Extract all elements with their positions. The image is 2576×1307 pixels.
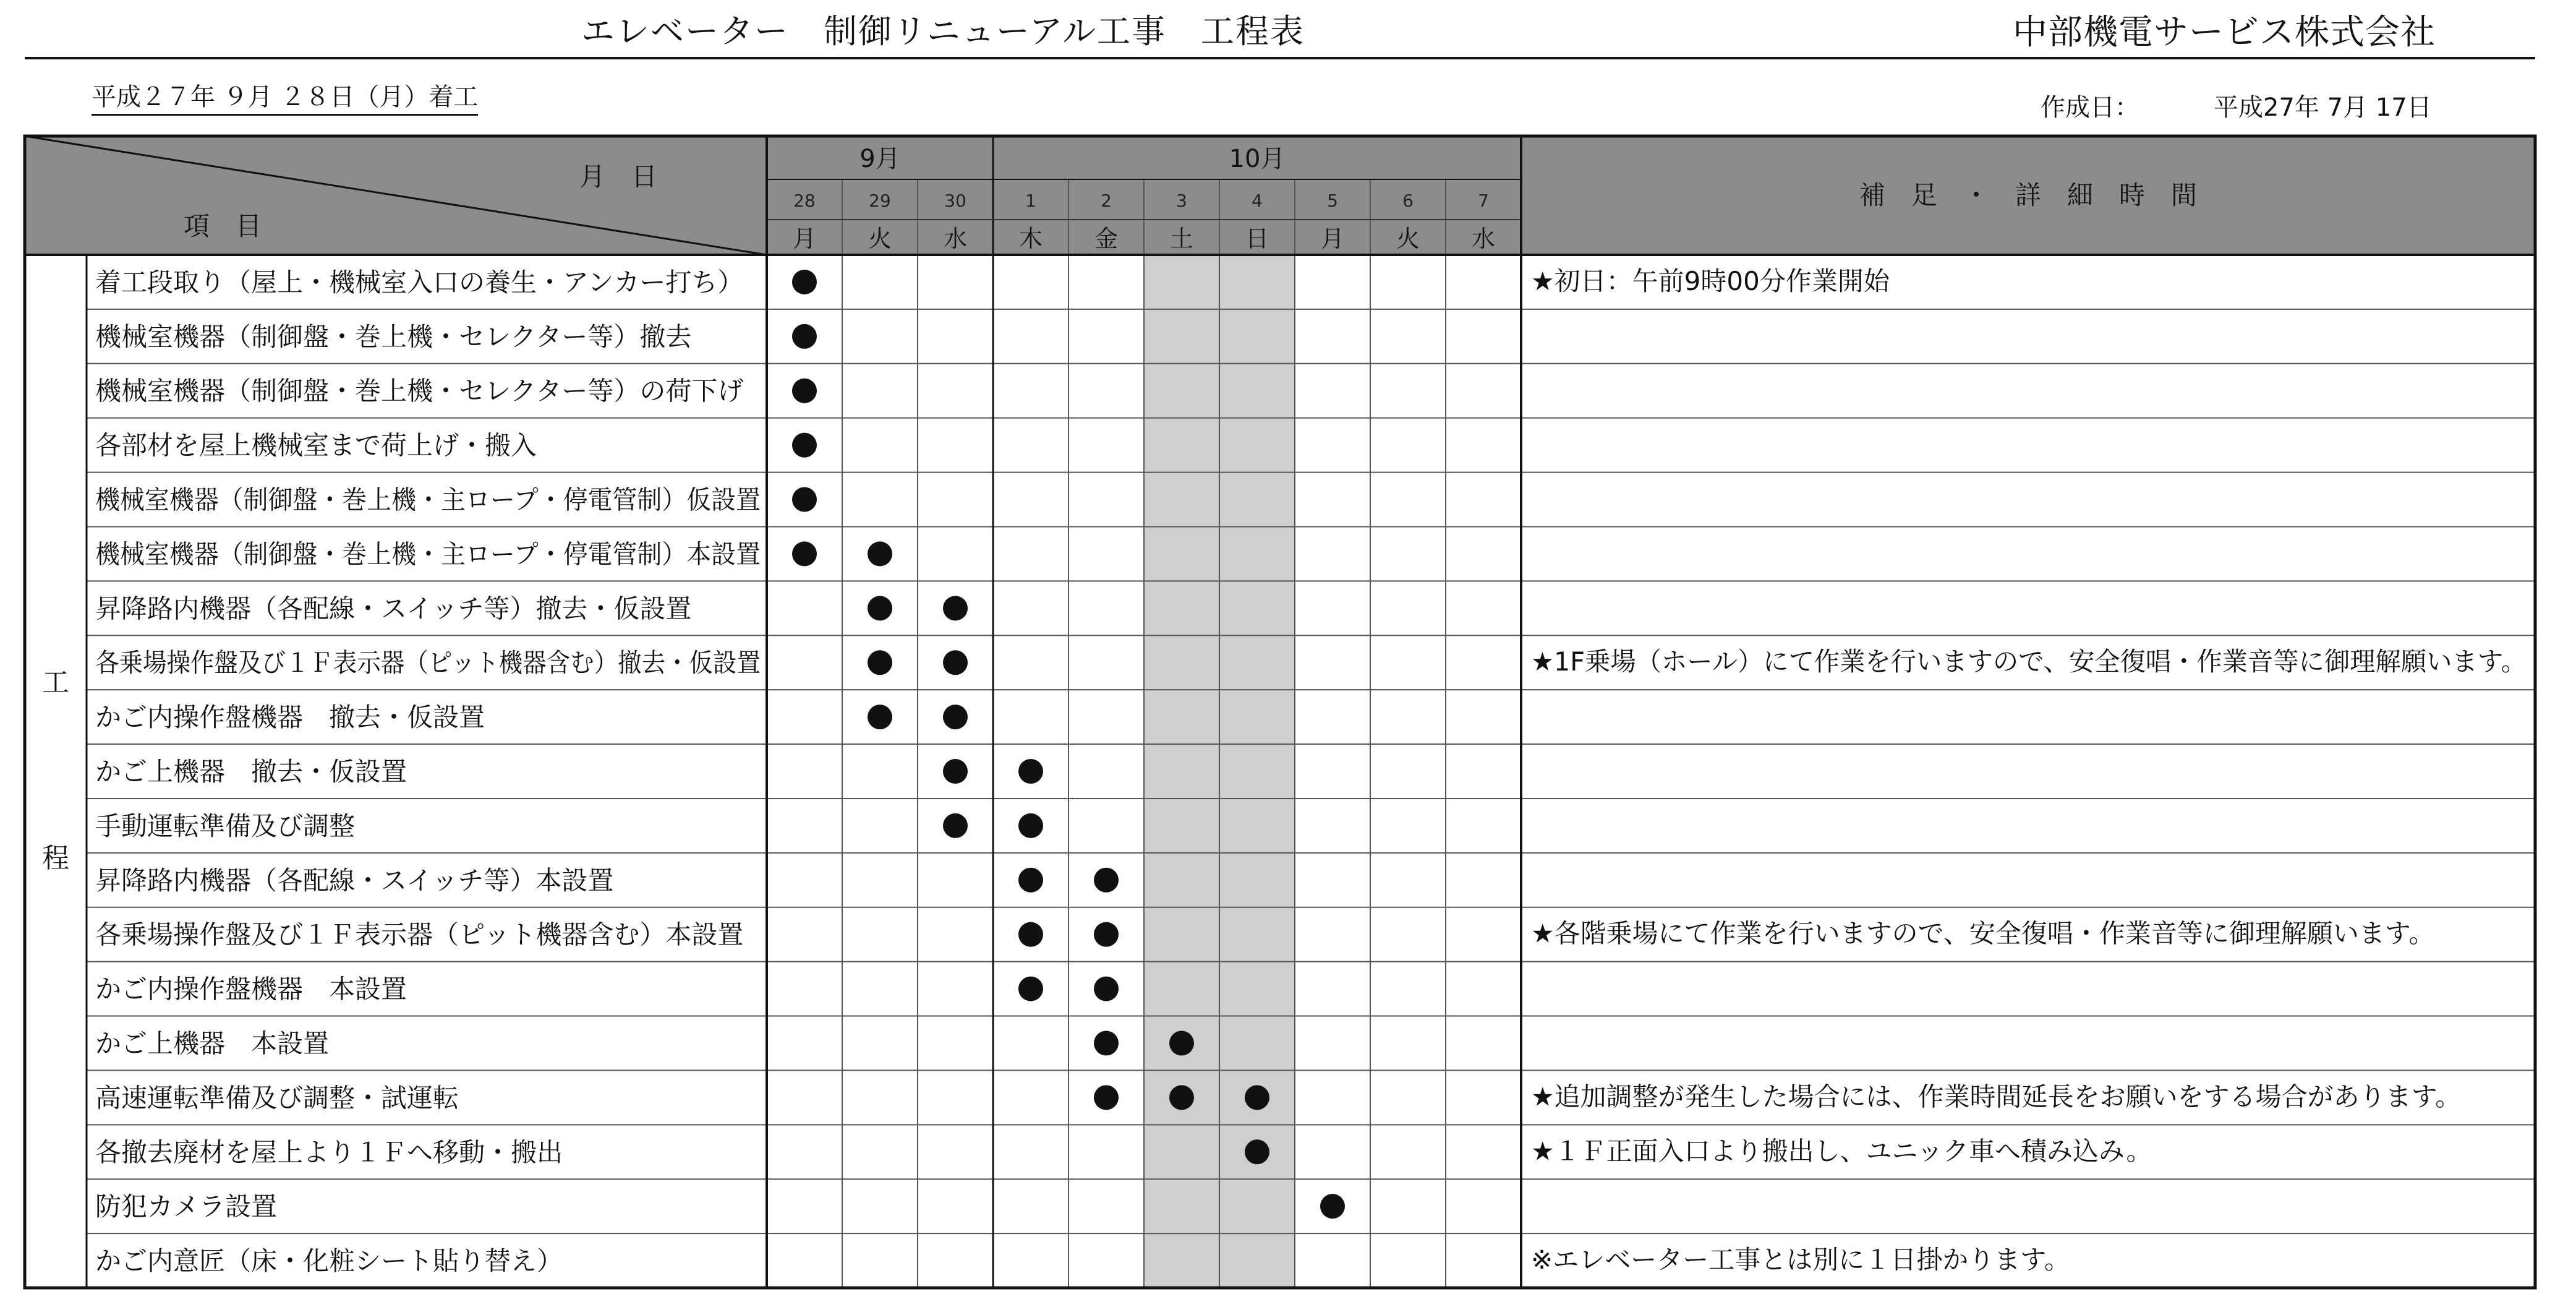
day-weekday: 水 <box>943 225 968 252</box>
day-date: 7 <box>1478 191 1489 211</box>
schedule-dot <box>1094 922 1119 947</box>
corner-label-date: 月 日 <box>579 161 658 192</box>
schedule-dot <box>1169 1031 1194 1055</box>
task-name: かご上機器 撤去・仮設置 <box>95 756 407 787</box>
task-name: 各乗場操作盤及び１Ｆ表示器（ピット機器含む）撤去・仮設置 <box>95 648 761 679</box>
day-weekday: 土 <box>1169 225 1194 252</box>
schedule-dot <box>792 487 817 512</box>
day-weekday: 木 <box>1018 225 1043 252</box>
task-note: ★1F乗場（ホール）にて作業を行いますので、安全復唱・作業音等に御理解願います。 <box>1531 646 2527 677</box>
task-name: 機械室機器（制御盤・巻上機・セレクター等）の荷下げ <box>95 375 744 406</box>
task-note: ★各階乗場にて作業を行いますので、安全復唱・作業音等に御理解願います。 <box>1531 918 2435 949</box>
task-note: ★初日：午前9時00分作業開始 <box>1531 265 1890 296</box>
schedule-dot <box>1018 977 1043 1001</box>
schedule-dot <box>943 596 968 620</box>
schedule-dot <box>1245 1139 1269 1164</box>
created-date: 平成27年 7月 17日 <box>2214 93 2432 122</box>
section-label: 工 <box>42 667 69 698</box>
schedule-dot <box>943 813 968 838</box>
schedule-dot <box>1018 922 1043 947</box>
schedule-dot <box>1169 1085 1194 1110</box>
task-name: 機械室機器（制御盤・巻上機・主ロープ・停電管制）本設置 <box>95 539 761 570</box>
schedule-dot <box>1094 1031 1119 1055</box>
day-date: 2 <box>1101 191 1112 211</box>
schedule-dot <box>1018 813 1043 838</box>
notes-header: 補 足 ・ 詳 細 時 間 <box>1859 180 2198 210</box>
start-date: 平成２７年 ９月 ２８日（月）着工 <box>92 77 478 116</box>
month-label: 10月 <box>1229 145 1286 173</box>
task-name: 防犯カメラ設置 <box>95 1191 278 1222</box>
day-weekday: 日 <box>1245 225 1269 252</box>
task-note: ※エレベーター工事とは別に１日掛かります。 <box>1531 1245 2070 1275</box>
day-weekday: 金 <box>1094 225 1119 252</box>
schedule-dot <box>1018 759 1043 784</box>
schedule-dot <box>1018 868 1043 893</box>
schedule-dot <box>943 650 968 675</box>
day-weekday: 火 <box>1396 225 1420 252</box>
created-label: 作成日： <box>2041 93 2139 122</box>
task-name: 機械室機器（制御盤・巻上機・セレクター等）撤去 <box>95 321 692 352</box>
section-label: 程 <box>42 842 69 874</box>
task-name: 着工段取り（屋上・機械室入口の養生・アンカー打ち） <box>95 267 744 298</box>
day-date: 4 <box>1252 191 1263 211</box>
task-name: 各撤去廃材を屋上より１Ｆへ移動・搬出 <box>95 1137 563 1168</box>
task-name: 昇降路内機器（各配線・スイッチ等）撤去・仮設置 <box>95 593 692 624</box>
schedule-dot <box>1094 868 1119 893</box>
day-date: 3 <box>1176 191 1187 211</box>
day-weekday: 水 <box>1471 225 1496 252</box>
schedule-dot <box>792 379 817 403</box>
month-label: 9月 <box>859 145 900 173</box>
corner-label-item: 項 目 <box>183 211 262 241</box>
task-name: 機械室機器（制御盤・巻上機・主ロープ・停電管制）仮設置 <box>95 484 761 515</box>
schedule-dot <box>868 596 892 620</box>
schedule-dot <box>943 705 968 729</box>
schedule-dot <box>792 433 817 458</box>
day-date: 29 <box>869 191 891 211</box>
day-date: 5 <box>1327 191 1338 211</box>
day-weekday: 月 <box>1320 225 1345 252</box>
task-note: ★追加調整が発生した場合には、作業時間延長をお願いをする場合があります。 <box>1531 1081 2462 1112</box>
day-weekday: 月 <box>792 225 817 252</box>
schedule-dot <box>1320 1194 1345 1219</box>
schedule-dot <box>868 705 892 729</box>
task-note: ★１Ｆ正面入口より搬出し、ユニック車へ積み込み。 <box>1531 1136 2152 1167</box>
task-name: 各乗場操作盤及び１Ｆ表示器（ピット機器含む）本設置 <box>95 919 744 950</box>
weekend-shade <box>1219 255 1295 1288</box>
day-date: 1 <box>1025 191 1036 211</box>
weekend-shade <box>1144 255 1219 1288</box>
task-name: かご上機器 本設置 <box>95 1028 330 1059</box>
schedule-dot <box>868 650 892 675</box>
schedule-dot <box>1094 977 1119 1001</box>
schedule-dot <box>792 541 817 566</box>
schedule-dot <box>792 324 817 349</box>
schedule-dot <box>1094 1085 1119 1110</box>
task-name: かご内操作盤機器 本設置 <box>95 974 407 1005</box>
day-date: 6 <box>1402 191 1414 211</box>
task-name: 高速運転準備及び調整・試運転 <box>95 1082 459 1113</box>
day-date: 28 <box>793 191 816 211</box>
task-name: 昇降路内機器（各配線・スイッチ等）本設置 <box>95 865 614 896</box>
day-date: 30 <box>944 191 966 211</box>
task-name: かご内操作盤機器 撤去・仮設置 <box>95 702 485 733</box>
schedule-dot <box>868 541 892 566</box>
task-name: 手動運転準備及び調整 <box>95 810 356 841</box>
task-name: かご内意匠（床・化粧シート貼り替え） <box>95 1246 563 1277</box>
schedule-dot <box>1245 1085 1269 1110</box>
schedule-dot <box>792 270 817 294</box>
document-title: エレベーター 制御リニューアル工事 工程表 <box>581 12 1305 51</box>
company-name: 中部機電サービス株式会社 <box>2013 12 2436 53</box>
day-weekday: 火 <box>868 225 892 252</box>
schedule-dot <box>943 759 968 784</box>
task-name: 各部材を屋上機械室まで荷上げ・搬入 <box>95 430 537 461</box>
